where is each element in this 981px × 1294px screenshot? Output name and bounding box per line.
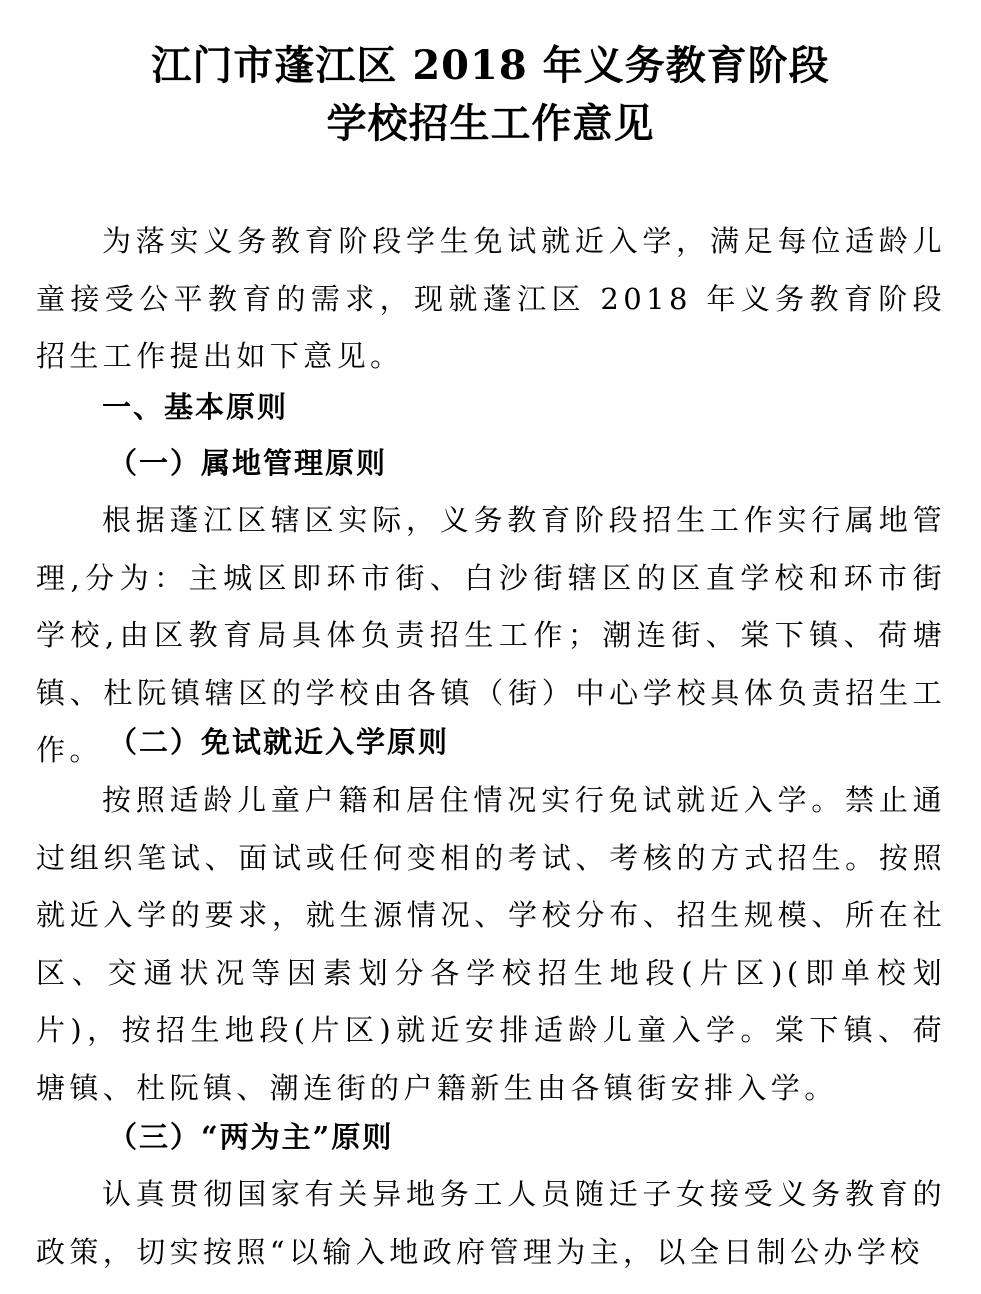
paragraph-territorial-management: 根据蓬江区辖区实际，义务教育阶段招生工作实行属地管理,分为：主城区即环市街、白沙街辖区的区直学校和环市街学校,由区教育局具体负责招生工作；潮连街、棠下镇、荷塘镇、杜阮镇辖区的学校由各镇（街）中心学校具体负责招生工作。 xyxy=(36,503,946,767)
intro-paragraph: 为落实义务教育阶段学生免试就近入学，满足每位适龄儿童接受公平教育的需求，现就蓬江区 2018 年义务教育阶段招生工作提出如下意见。 xyxy=(36,224,946,373)
subsection-heading-two-mains: （三）“两为主”原则 xyxy=(108,1120,394,1154)
document-title-line-2: 学校招生工作意见 xyxy=(326,100,655,147)
document-title-line-1: 江门市蓬江区 2018 年义务教育阶段 xyxy=(151,42,830,89)
paragraph-nearby-enrollment: 按照适龄儿童户籍和居住情况实行免试就近入学。禁止通过组织笔试、面试或任何变相的考试、考核的方式招生。按照就近入学的要求，就生源情况、学校分布、招生规模、所在社区、交通状况等因素划分各学校招生地段(片区)(即单校划片)，按招生地段(片区)就近安排适龄儿童入学。棠下镇、荷塘镇、杜阮镇、潮连街的户籍新生由各镇街安排入学。 xyxy=(36,783,946,1105)
subsection-heading-nearby-enrollment: （二）免试就近入学原则 xyxy=(108,725,450,759)
subsection-heading-territorial-management: （一）属地管理原则 xyxy=(108,446,388,480)
paragraph-two-mains: 认真贯彻国家有关异地务工人员随迁子女接受义务教育的政策，切实按照“以输入地政府管理为主，以全日制公办学校 xyxy=(36,1177,946,1269)
section-heading-basic-principles: 一、基本原则 xyxy=(102,390,289,424)
